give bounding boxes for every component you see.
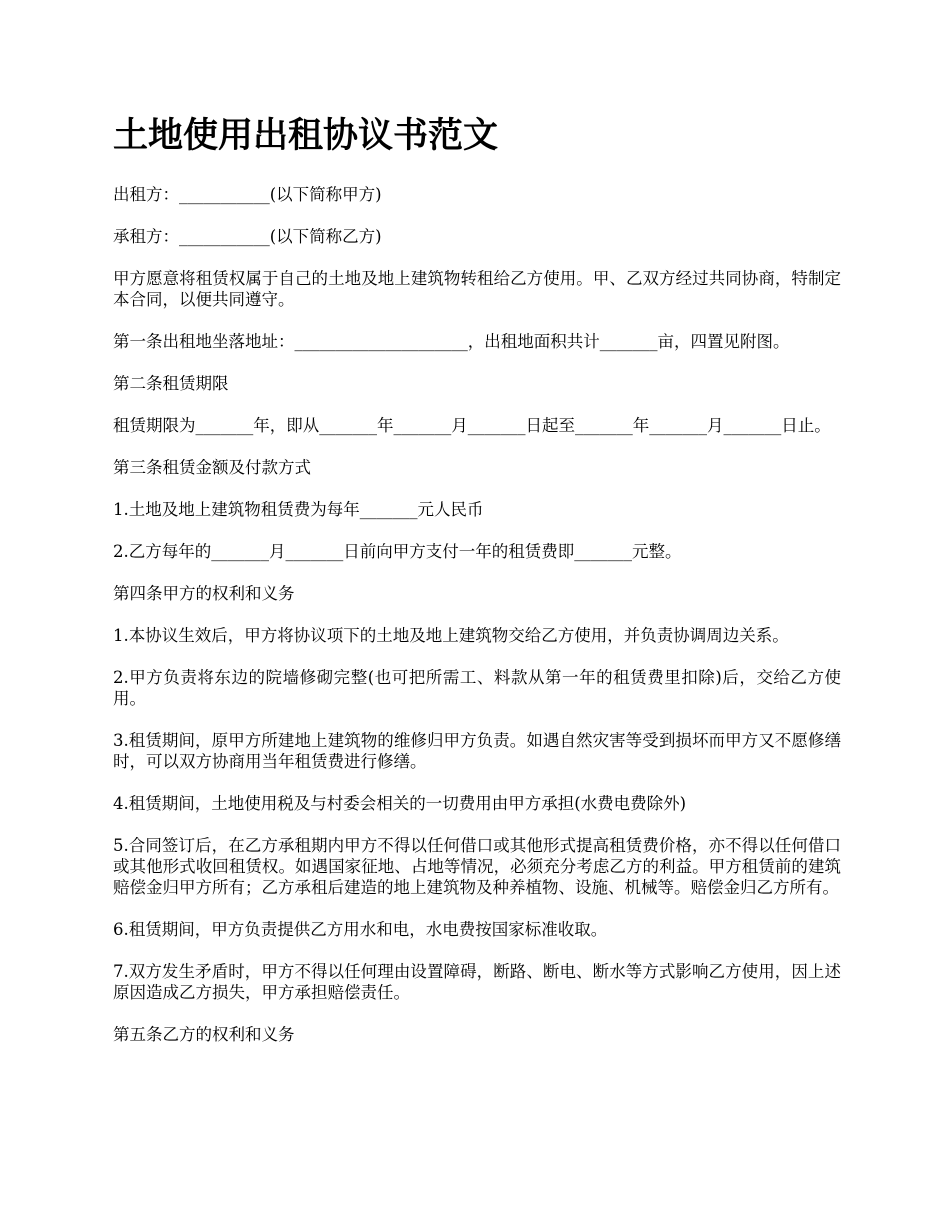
lessor-duty-3: 3.租赁期间，原甲方所建地上建筑物的维修归甲方负责。如遇自然灾害等受到损坏而甲方又不愿修缮时，可以双方协商用当年租赁费进行修缮。: [113, 731, 841, 771]
lessor-duty-1: 1.本协议生效后，甲方将协议项下的土地及地上建筑物交给乙方使用，并负责协调周边关系。: [113, 626, 789, 645]
lessor-duty-6: 6.租赁期间，甲方负责提供乙方用水和电，水电费按国家标准收取。: [113, 920, 608, 939]
article-1-location: 第一条出租地坐落地址：_____________________，出租地面积共计_______亩，四置见附图。: [113, 332, 790, 351]
document-title: 土地使用出租协议书范文: [113, 115, 499, 156]
lease-term-paragraph: 租赁期限为_______年，即从_______年_______月_______日起至_______年_______月_______日止。: [113, 416, 831, 435]
article-2-heading: 第二条租赁期限: [113, 374, 229, 393]
preamble-paragraph: 甲方愿意将租赁权属于自己的土地及地上建筑物转租给乙方使用。甲、乙双方经过共同协商，特制定本合同，以便共同遵守。: [113, 269, 841, 309]
lessor-duty-4: 4.租赁期间，土地使用税及与村委会相关的一切费用由甲方承担(水费电费除外): [113, 794, 687, 813]
lessor-duty-7: 7.双方发生矛盾时，甲方不得以任何理由设置障碍，断路、断电、断水等方式影响乙方使用，因上述原因造成乙方损失，甲方承担赔偿责任。: [113, 962, 841, 1002]
article-5-heading: 第五条乙方的权利和义务: [113, 1025, 295, 1044]
lessor-duty-2: 2.甲方负责将东边的院墙修砌完整(也可把所需工、料款从第一年的租赁费里扣除)后，交给乙方使用。: [113, 668, 841, 708]
rent-amount-clause: 1.土地及地上建筑物租赁费为每年_______元人民币: [113, 500, 484, 519]
article-3-heading: 第三条租赁金额及付款方式: [113, 458, 311, 477]
lessor-duty-5: 5.合同签订后，在乙方承租期内甲方不得以任何借口或其他形式提高租赁费价格，亦不得以任何借口或其他形式收回租赁权。如遇国家征地、占地等情况，必须充分考虑乙方的利益。甲方租赁前的建筑赔偿金归甲方所有；乙方承租后建造的地上建筑物及种养植物、设施、机械等。赔偿金归乙方所有。: [113, 836, 841, 897]
document-page: [113, 110, 841, 1066]
payment-clause: 2.乙方每年的_______月_______日前向甲方支付一年的租赁费即_______元整。: [113, 542, 682, 561]
lessee-line: 承租方：___________(以下简称乙方): [113, 227, 382, 246]
lessor-line: 出租方：___________(以下简称甲方): [113, 185, 382, 204]
article-4-heading: 第四条甲方的权利和义务: [113, 584, 295, 603]
